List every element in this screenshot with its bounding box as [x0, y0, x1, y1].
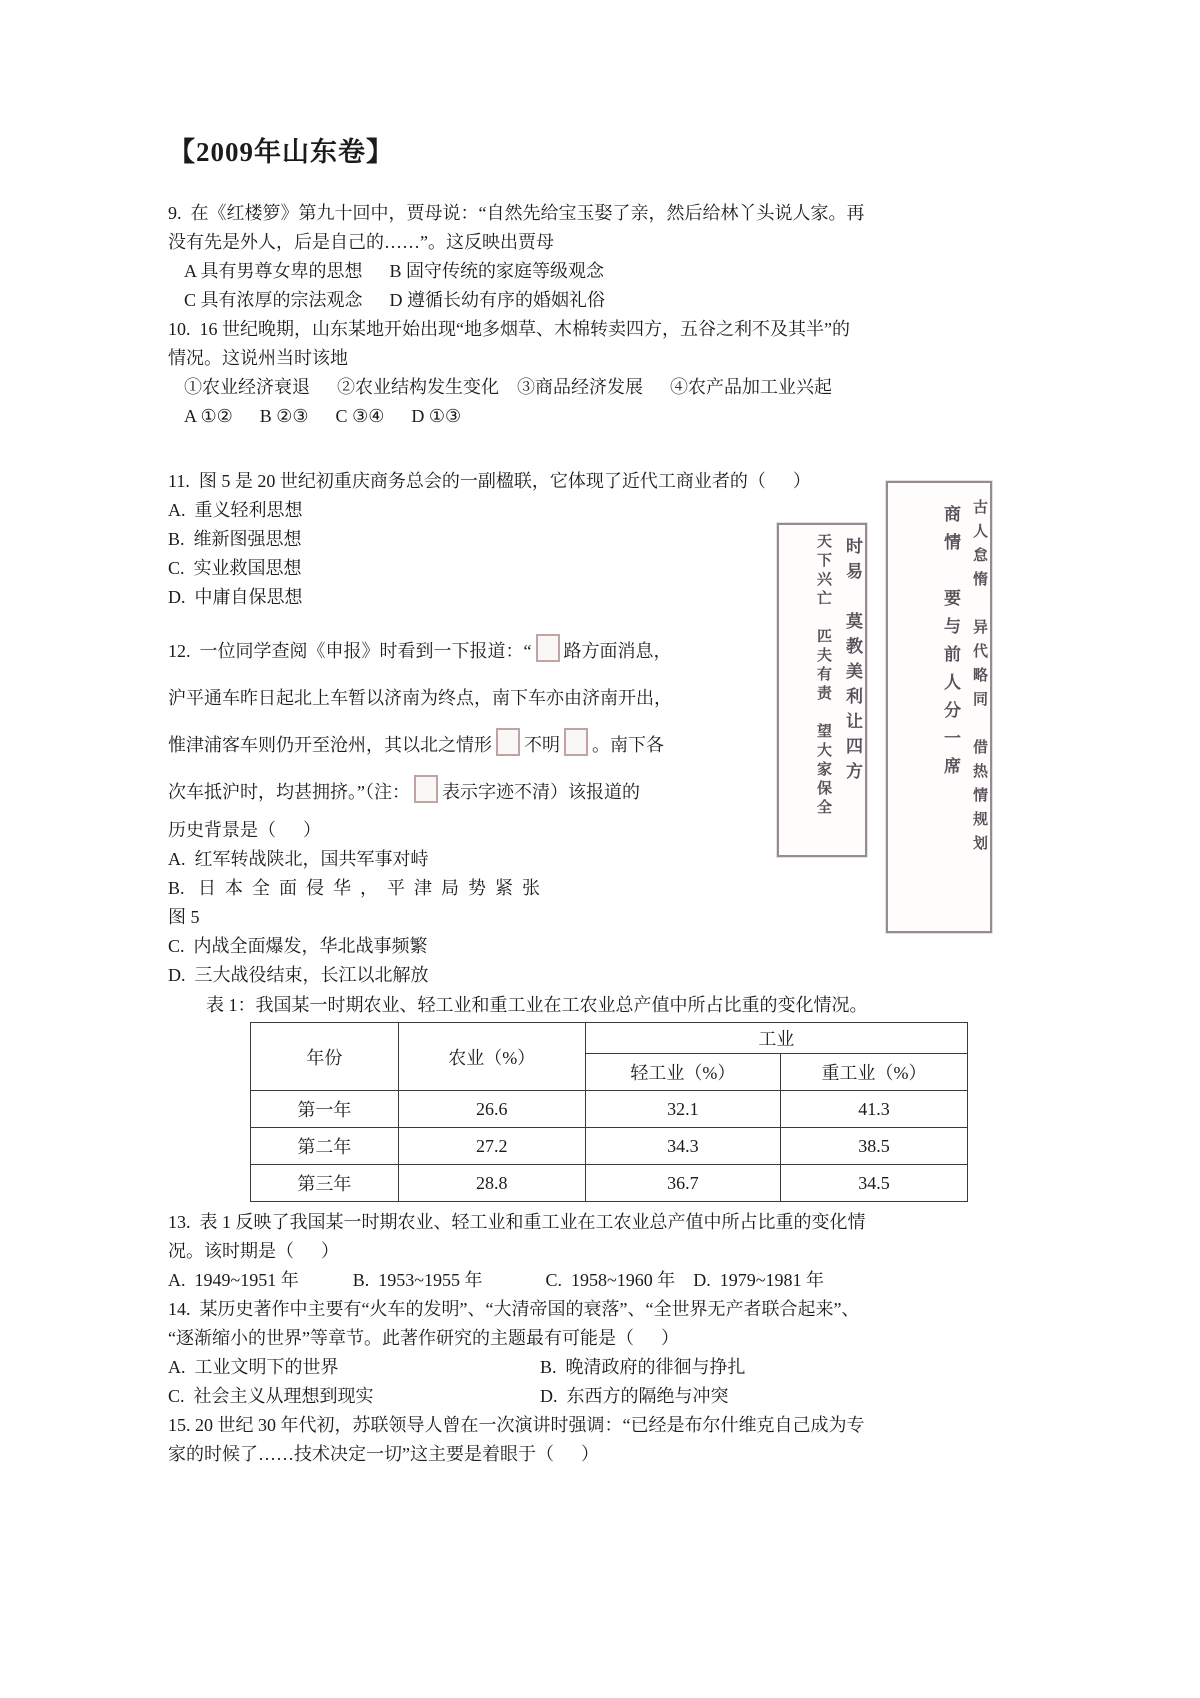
q15-stem-line-2: 家的时候了……技术决定一切”这主要是着眼于（ ） [168, 1444, 599, 1464]
figure-5-couplet-scroll-left [777, 523, 867, 857]
table-row [251, 1128, 968, 1165]
q12-l4-text-b: 表示字迹不清）该报道的 [442, 782, 640, 802]
q9-stem-line-2: 没有先是外人，后是自己的……”。这反映出贾母 [168, 232, 554, 252]
table-cell-heavy: 38.5 [781, 1128, 968, 1165]
table-cell-agriculture: 26.6 [398, 1091, 585, 1128]
table-1 [250, 1022, 968, 1202]
q13-stem-line-2: 况。该时期是（ ） [168, 1241, 339, 1261]
q9-options-cd: C 具有浓厚的宗法观念 D 遵循长幼有序的婚姻礼俗 [184, 290, 606, 310]
q12-l3-text-c: 。南下各 [592, 735, 664, 755]
q14-stem-line-2: “逐渐缩小的世界”等章节。此著作研究的主题最有可能是（ ） [168, 1328, 679, 1348]
couplet-column: 古人怠惰 异代略同 借热情规划 [971, 499, 987, 859]
table-cell-year: 第三年 [251, 1165, 399, 1202]
q13-stem-line-1: 13. 表 1 反映了我国某一时期农业、轻工业和重工业在工农业总产值中所占比重的变化情 [168, 1212, 866, 1232]
table-header-agriculture: 农业（%） [398, 1023, 585, 1091]
table-cell-light: 36.7 [585, 1165, 780, 1202]
couplet-column: 商情 要与前人分一席 [941, 505, 960, 785]
table-cell-year: 第二年 [251, 1128, 399, 1165]
figure-5-label: 图 5 [168, 907, 200, 927]
q11-option-d: D. 中庸自保思想 [168, 587, 303, 607]
q12-option-a: A. 红军转战陕北，国共军事对峙 [168, 849, 429, 869]
page-title: 【2009年山东卷】 [168, 137, 394, 167]
table-cell-heavy: 34.5 [781, 1165, 968, 1202]
question-10 [168, 315, 968, 431]
table-cell-light: 32.1 [585, 1091, 780, 1128]
q12-l1-text-b: 路方面消息， [563, 641, 672, 661]
table-header-light-industry: 轻工业（%） [585, 1054, 780, 1091]
q13-options: A. 1949~1951 年 B. 1953~1955 年 C. 1958~1960 年 D. 1979~1981 年 [168, 1270, 824, 1290]
q15-stem-line-1: 15. 20 世纪 30 年代初，苏联领导人曾在一次演讲时强调：“已经是布尔什维克自己成为专 [168, 1415, 865, 1435]
unclear-character-box-icon [564, 728, 588, 756]
couplet-column: 天下兴亡 匹夫有责 望大家保全 [815, 533, 831, 818]
table-cell-heavy: 41.3 [781, 1091, 968, 1128]
q10-stem-line-1: 10. 16 世纪晚期，山东某地开始出现“地多烟草、木棉转卖四方，五谷之利不及其半”的 [168, 319, 850, 339]
q9-stem-line-1: 9. 在《红楼箩》第九十回中，贾母说：“自然先给宝玉娶了亲，然后给林丫头说人家。再 [168, 203, 865, 223]
q11-option-b: B. 维新图强思想 [168, 529, 302, 549]
table-row [251, 1165, 968, 1202]
question-13 [168, 1208, 968, 1295]
q14-stem-line-1: 14. 某历史著作中主要有“火车的发明”、“大清帝国的衰落”、“全世界无产者联合起来”、 [168, 1299, 860, 1319]
q12-l1-text-a: 12. 一位同学查阅《申报》时看到一下报道：“ [168, 641, 532, 661]
table-header-industry: 工业 [585, 1023, 967, 1054]
couplet-column: 时易 莫教美利让四方 [843, 537, 862, 787]
q10-stem-line-2: 情况。这说州当时该地 [168, 348, 348, 368]
q12-option-d: D. 三大战役结束，长江以北解放 [168, 965, 429, 985]
q11-option-a: A. 重义轻利思想 [168, 500, 303, 520]
q14-options-cd [168, 1382, 968, 1411]
table-cell-agriculture: 28.8 [398, 1165, 585, 1202]
table-header-row-1 [251, 1023, 968, 1054]
question-15 [168, 1411, 968, 1469]
q12-option-c: C. 内战全面爆发，华北战事频繁 [168, 936, 428, 956]
unclear-character-box-icon [496, 728, 520, 756]
figure-5-couplet-scroll-right [886, 481, 992, 933]
q12-option-b: B. 日 本 全 面 侵 华 ， 平 津 局 势 紧 张 [168, 878, 541, 898]
table-cell-agriculture: 27.2 [398, 1128, 585, 1165]
q14-option-a: A. 工业文明下的世界 [168, 1357, 339, 1377]
question-9 [168, 199, 968, 315]
table-cell-light: 34.3 [585, 1128, 780, 1165]
q14-options-ab [168, 1353, 968, 1382]
q11-stem: 11. 图 5 是 20 世纪初重庆商务总会的一副楹联，它体现了近代工商业者的（ ） [168, 471, 811, 491]
table-1-section [168, 990, 968, 1202]
q14-option-b: B. 晚清政府的徘徊与挣扎 [540, 1357, 746, 1377]
table-row [251, 1091, 968, 1128]
table-header-heavy-industry: 重工业（%） [781, 1054, 968, 1091]
unclear-character-box-icon [536, 634, 560, 662]
unclear-character-box-icon [414, 775, 438, 803]
q12-stem-line-5: 历史背景是（ ） [168, 820, 321, 840]
q11-option-c: C. 实业救国思想 [168, 558, 302, 578]
q10-options: A ①② B ②③ C ③④ D ①③ [184, 406, 462, 426]
table-header-year: 年份 [251, 1023, 399, 1091]
q12-l4-text-a: 次车抵沪时，均甚拥挤。”（注： [168, 782, 410, 802]
q12-l3-text-a: 惟津浦客车则仍开至沧州，其以北之情形 [168, 735, 492, 755]
table-1-caption: 表 1：我国某一时期农业、轻工业和重工业在工农业总产值中所占比重的变化情况。 [206, 995, 868, 1015]
q14-option-c: C. 社会主义从理想到现实 [168, 1386, 374, 1406]
q9-options-ab: A 具有男尊女卑的思想 B 固守传统的家庭等级观念 [184, 261, 605, 281]
table-cell-year: 第一年 [251, 1091, 399, 1128]
q14-option-d: D. 东西方的隔绝与冲突 [540, 1386, 729, 1406]
q10-items: ①农业经济衰退 ②农业结构发生变化 ③商品经济发展 ④农产品加工业兴起 [184, 377, 832, 397]
q12-l3-text-b: 不明 [524, 735, 560, 755]
question-14 [168, 1295, 968, 1411]
q12-stem-line-2: 沪平通车昨日起北上车暂以济南为终点，南下车亦由济南开出， [168, 688, 672, 708]
